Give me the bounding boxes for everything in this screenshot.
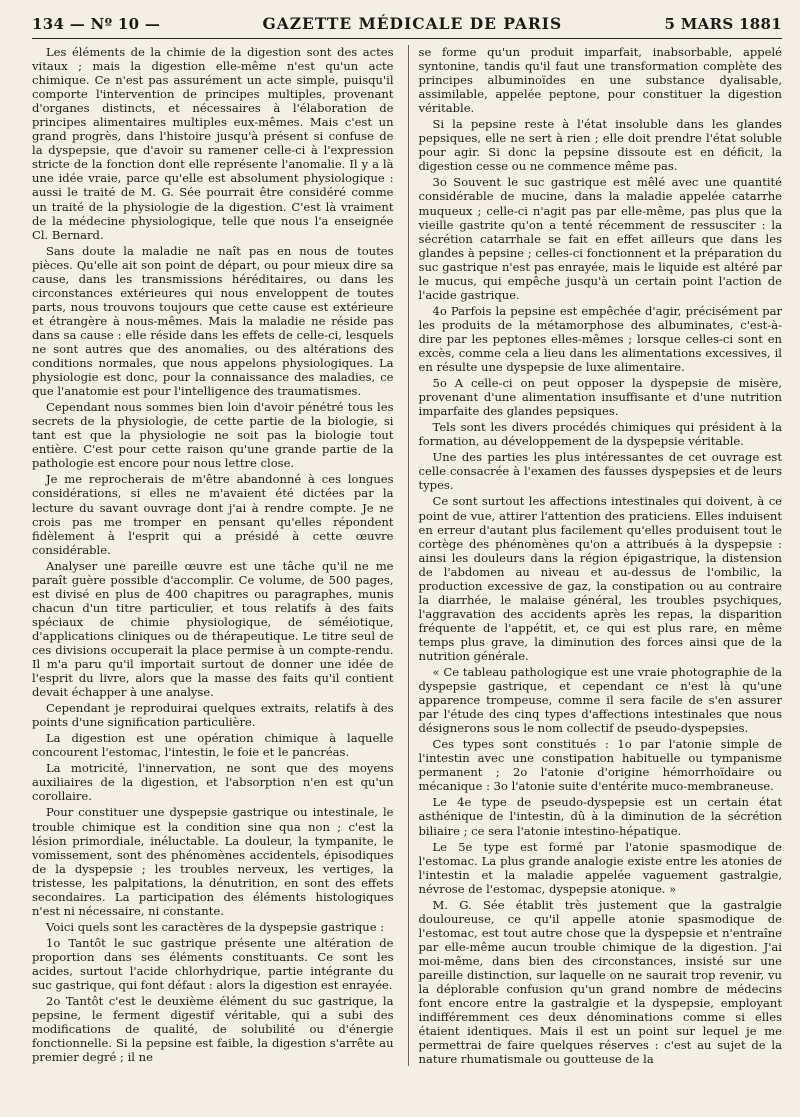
page-number: 134 — Nº 10 — [32,15,161,33]
journal-title: GAZETTE MÉDICALE DE PARIS [262,14,563,33]
page-header [32,14,782,39]
paragraph: Ce sont surtout les affections intestinales qui doivent, à ce point de vue, attirer l'attention des praticiens. Elles induisent en erreur d'autant plus facilement qu'elles produisent tout le cortège des phénomènes qu'on a attribués à la dyspepsie : ainsi les douleurs dans la région épigastrique, la distension de l'abdomen au niveau et au-dessus de l'ombilic, la production excessive de gaz, la constipation ou au contraire la diarrhée, le malaise général, les troubles psychiques, l'aggravation des accidents après les repas, la disparition fréquente de l'appétit, et, ce qui est plus rare, en même temps plus grave, la diminution des forces ainsi que de la nutrition générale. [418,494,782,663]
paragraph: Pour constituer une dyspepsie gastrique ou intestinale, le trouble chimique est la condition sine qua non ; c'est la lésion primordiale, inéluctable. La douleur, la tympanite, le vomissement, sont des phénomènes accidentels, épisodiques de la dyspepsie ; les troubles nerveux, les vertiges, la tristesse, les palpitations, la dénutrition, en sont des effets secondaires. La participation des éléments histologiques n'est ni nécessaire, ni constante. [32,805,394,918]
paragraph: 2o Tantôt c'est le deuxième élément du suc gastrique, la pepsine, le ferment digestif véritable, qui a subi des modifications de qualité, de solubilité ou d'énergie fonctionnelle. Si la pepsine est faible, la digestion s'arrête au premier degré ; il ne [32,994,394,1065]
paragraph: « Ce tableau pathologique est une vraie photographie de la dyspepsie gastrique, et cependant ce n'est là qu'une apparence trompeuse, comme il sera facile de s'en assurer par l'étude des cinq types d'affections intestinales que nous désignerons sous le nom collectif de pseudo-dyspepsies. [418,665,782,736]
paragraph: Cependant nous sommes bien loin d'avoir pénétré tous les secrets de la physiologie, de cette partie de la biologie, si tant est que la physiologie ne soit pas la biologie tout entière. C'est pour cette raison qu'une grande partie de la pathologie est encore pour nous lettre close. [32,400,394,471]
article-body [32,45,782,1066]
paragraph: Une des parties les plus intéressantes de cet ouvrage est celle consacrée à l'examen des fausses dyspepsies et de leurs types. [418,450,782,493]
issue-date: 5 MARS 1881 [664,15,782,33]
paragraph: M. G. Sée établit très justement que la gastralgie douloureuse, ce qu'il appelle atonie spasmodique de l'estomac, est tout autre chose que la dyspepsie et n'entraîne par elle-même aucun trouble chimique de la digestion. J'ai moi-même, dans bien des circonstances, insisté sur une pareille distinction, sur laquelle on ne saurait trop revenir, vu la déplorable confusion qu'un grand nombre de médecins font encore entre la gastralgie et la dyspepsie, employant indifféremment ces deux dénominations comme si elles étaient identiques. Mais il est un point sur lequel je me permettrai de faire quelques réserves : c'est au sujet de la nature rhumatismale ou goutteuse de la [418,897,782,1067]
paragraph: La digestion est une opération chimique à laquelle concourent l'estomac, l'intestin, le foie et le pancréas. [32,731,394,760]
left-column [32,45,394,1066]
paragraph: Tels sont les divers procédés chimiques qui président à la formation, au développement de la dyspepsie véritable. [418,420,782,449]
paragraph: Cependant je reproduirai quelques extraits, relatifs à des points d'une signification particulière. [32,701,394,730]
paragraph: La motricité, l'innervation, ne sont que des moyens auxiliaires de la digestion, et l'absorption n'en est qu'un corollaire. [32,761,394,804]
paragraph: Sans doute la maladie ne naît pas en nous de toutes pièces. Qu'elle ait son point de départ, ou pour mieux dire sa cause, dans les transmissions héréditaires, ou dans les circonstances extérieures qui nous enveloppent de toutes parts, nous trouvons toujours que cette cause est extérieure et étrangère à nous-mêmes. Mais la maladie ne réside pas dans sa cause : elle réside dans les effets de celle-ci, lesquels ne sont autres que des anomalies, ou des altérations des conditions normales, que nous appelons physiologiques. La physiologie est donc, pour la connaissance des maladies, ce que l'anatomie est pour l'intelligence des traumatismes. [32,243,394,399]
paragraph: Le 4e type de pseudo-dyspepsie est un certain état asthénique de l'intestin, dû à la diminution de la sécrétion biliaire ; ce sera l'atonie intestino-hépatique. [418,795,782,838]
paragraph: Si la pepsine reste à l'état insoluble dans les glandes pepsiques, elle ne sert à rien ; elle doit prendre l'état soluble pour agir. Si donc la pepsine dissoute est en déficit, la digestion cesse ou ne commence même pas. [418,117,782,174]
paragraph: se forme qu'un produit imparfait, inabsorbable, appelé syntonine, tandis qu'il faut une transformation complète des principes albuminoïdes en une substance dyalisable, assimilable, appelée peptone, pour constituer la digestion véritable. [418,45,782,116]
paragraph: Ces types sont constitués : 1o par l'atonie simple de l'intestin avec une constipation habituelle ou tympanisme permanent ; 2o l'atonie d'origine hémorrhoïdaire ou mécanique : 3o l'atonie suite d'entérite muco-membraneuse. [418,737,782,794]
paragraph: 3o Souvent le suc gastrique est mêlé avec une quantité considérable de mucine, dans la maladie appelée catarrhe muqueux ; celle-ci n'agit pas par elle-même, pas plus que la vieille gastrite qu'on a tenté récemment de ressusciter : la sécrétion catarrhale se fait en effet ailleurs que dans les glandes à pepsine ; celles-ci fonctionnent et la préparation du suc gastrique n'est pas enrayée, mais le liquide est altéré par le mucus, qui empêche jusqu'à un certain point l'action de l'acide gastrique. [418,175,782,302]
paragraph: 4o Parfois la pepsine est empêchée d'agir, précisément par les produits de la métamorphose des albuminates, c'est-à-dire par les peptones elles-mêmes ; lorsque celles-ci sont en excès, comme cela a lieu dans les alimentations excessives, il en résulte une dyspepsie de luxe alimentaire. [418,303,782,375]
paragraph: Voici quels sont les caractères de la dyspepsie gastrique : [46,919,385,934]
paragraph: 5o A celle-ci on peut opposer la dyspepsie de misère, provenant d'une alimentation insuffisante et d'une nutrition imparfaite des glandes pepsiques. [418,376,782,419]
paragraph: Le 5e type est formé par l'atonie spasmodique de l'estomac. La plus grande analogie existe entre les atonies de l'intestin et la maladie appelée vaguement gastralgie, névrose de l'estomac, dyspepsie atonique. » [418,839,782,896]
paragraph: Je me reprocherais de m'être abandonné à ces longues considérations, si elles ne m'avaient été dictées par la lecture du savant ouvrage dont j'ai à rendre compte. Je ne crois pas me tromper en pensant qu'elles répondent fidèlement à l'esprit qui a présidé à cette œuvre considérable. [32,472,394,557]
paragraph: Les éléments de la chimie de la digestion sont des actes vitaux ; mais la digestion elle-même n'est qu'un acte chimique. Ce n'est pas assurément un acte simple, puisqu'il comporte l'intervention de principes multiples, provenant d'organes distincts, et nécessaires à l'élaboration de principes alimentaires multiples eux-mêmes. Mais c'est un grand progrès, dans l'histoire jusqu'à présent si confuse de la dyspepsie, que d'avoir su ramener celle-ci à l'expression stricte de la fonction dont elle représente l'anomalie. Il y a là une idée vraie, parce qu'elle est absolument physiologique : aussi le traité de M. G. Sée pourrait être considéré comme un traité de la physiologie de la digestion. C'est là vraiment de la médecine physiologique, telle que nous l'a enseignée Cl. Bernard. [32,45,394,242]
paragraph: 1o Tantôt le suc gastrique présente une altération de proportion dans ses éléments constituants. Ce sont les acides, surtout l'acide chlorhydrique, partie intégrante du suc gastrique, qui font défaut : alors la digestion est enrayée. [32,935,394,993]
paragraph: Analyser une pareille œuvre est une tâche qu'il ne me paraît guère possible d'accomplir. Ce volume, de 500 pages, est divisé en plus de 400 chapitres ou paragraphes, munis chacun d'un titre particulier, et tous relatifs à des faits spéciaux de chimie physiologique, de séméiotique, d'applications cliniques ou de thérapeutique. Le titre seul de ces divisions occuperait la place permise à un compte-rendu. Il m'a paru qu'il importait surtout de donner une idée de l'esprit du livre, alors que la masse des faits qu'il contient devait échapper à une analyse. [32,558,394,700]
right-column [408,45,782,1066]
